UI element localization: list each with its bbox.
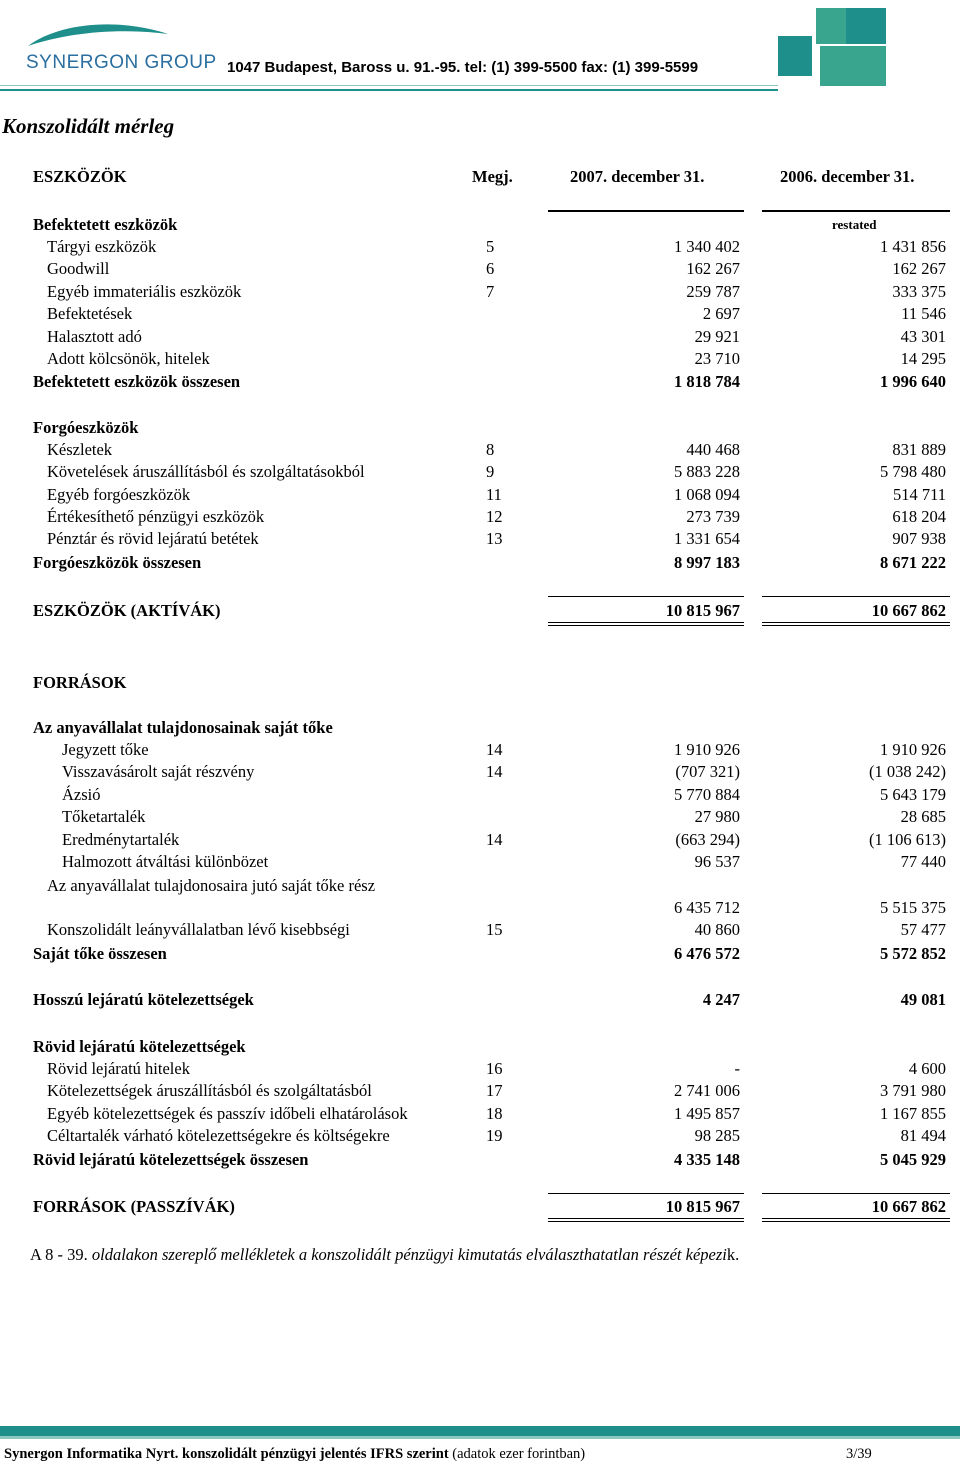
equity-heading-row [0,717,960,739]
assets-section-heading: ESZKÖZÖK [33,167,127,186]
header-address: 1047 Budapest, Baross u. 91.-95. tel: (1) 399-5500 fax: (1) 399-5599 [227,59,699,76]
table-row: Adott kölcsönök, hitelek 23 710 14 295 [47,349,946,368]
col-2007-header: 2007. december 31. [570,167,705,186]
table-row: Halmozott átváltási különbözet 96 537 77 440 [62,852,946,871]
column-header-row [0,166,960,188]
page-title: Konszolidált mérleg [2,114,175,138]
liabilities-grand-total-row: FORRÁSOK (PASSZÍVÁK) 10 815 967 10 667 862 [33,1197,946,1216]
footer-text: Synergon Informatika Nyrt. konszolidált pénzügyi jelentés IFRS szerint (adatok ezer forintban) [4,1446,586,1462]
table-row: Tárgyi eszközök 5 1 340 402 1 431 856 [47,237,946,256]
table-row: Tőketartalék 27 980 28 685 [62,807,946,826]
footer-bar [0,1426,960,1436]
table-row: Befektetések 2 697 11 546 [47,304,946,323]
table-row: Egyéb kötelezettségek és passzív időbeli elhatárolások 18 1 495 857 1 167 855 [47,1104,946,1123]
table-row: Készletek 8 440 468 831 889 [47,440,946,459]
table-row: Kötelezettségek áruszállításból és szolgáltatásból 17 2 741 006 3 791 980 [47,1081,946,1100]
table-row: Pénztár és rövid lejáratú betétek 13 1 331 654 907 938 [47,529,946,548]
table-row: Eredménytartalék 14 (663 294) (1 106 613) [62,830,946,849]
table-row: Halasztott adó 29 921 43 301 [47,327,946,346]
table-row: Rövid lejáratú hitelek 16 - 4 600 [47,1059,946,1078]
long-term-row: Hosszú lejáratú kötelezettségek 4 247 49 081 [33,990,946,1009]
note-column-header: Megj. [472,167,513,186]
table-row: Jegyzett tőke 14 1 910 926 1 910 926 [62,740,946,759]
current-assets-heading-row [0,417,960,439]
header-rule-thin [0,85,778,86]
short-term-heading-row [0,1036,960,1058]
equity-heading: Az anyavállalat tulajdonosainak saját tőke [33,718,333,737]
col-2006-rule [762,210,950,212]
equity-total-row: Saját tőke összesen 6 476 572 5 572 852 [33,944,946,963]
col-2007-rule [548,210,744,212]
table-row: Céltartalék várható kötelezettségekre és költségekre 19 98 285 81 494 [47,1126,946,1145]
page-number: 3/39 [846,1446,872,1462]
current-assets-heading: Forgóeszközök [33,418,139,437]
header-rule [0,89,778,91]
parent-share-label-row: Az anyavállalat tulajdonosaira jutó saját tőke rész [47,876,376,895]
minority-row: Konszolidált leányvállalatban lévő kisebbségi 15 40 860 57 477 [47,920,946,939]
liabilities-section-heading-row [0,672,960,694]
table-row: Goodwill 6 162 267 162 267 [47,259,946,278]
parent-share-values-row: 6 435 712 5 515 375 [674,898,946,917]
restated-label: restated [832,217,877,232]
col-2006-header: 2006. december 31. [780,167,915,186]
table-row: Követelések áruszállításból és szolgáltatásokból 9 5 883 228 5 798 480 [47,462,946,481]
table-row: Egyéb immateriális eszközök 7 259 787 333 375 [47,282,946,301]
table-row: Értékesíthető pénzügyi eszközök 12 273 739 618 204 [47,507,946,526]
fixed-assets-heading: Befektetett eszközök [33,215,178,234]
liabilities-section-heading: FORRÁSOK [33,673,127,692]
short-term-heading: Rövid lejáratú kötelezettségek [33,1037,246,1056]
assets-grand-total-row: ESZKÖZÖK (AKTÍVÁK) 10 815 967 10 667 862 [33,601,946,620]
current-assets-total-row: Forgóeszközök összesen 8 997 183 8 671 222 [33,553,946,572]
fixed-assets-heading-row [0,214,960,236]
table-row: Visszavásárolt saját részvény 14 (707 321) (1 038 242) [62,762,946,781]
table-row: Egyéb forgóeszközök 11 1 068 094 514 711 [47,485,946,504]
fixed-assets-total-row: Befektetett eszközök összesen 1 818 784 1 996 640 [33,372,946,391]
company-logo-text: SYNERGON GROUP [26,52,217,73]
disclosure-note: A 8 - 39. oldalakon szereplő mellékletek a konszolidált pénzügyi kimutatás elválaszthatatlan részét képezik. [30,1245,740,1264]
table-row: Ázsió 5 770 884 5 643 179 [62,785,946,804]
short-term-total-row: Rövid lejáratú kötelezettségek összesen 4 335 148 5 045 929 [33,1150,946,1169]
